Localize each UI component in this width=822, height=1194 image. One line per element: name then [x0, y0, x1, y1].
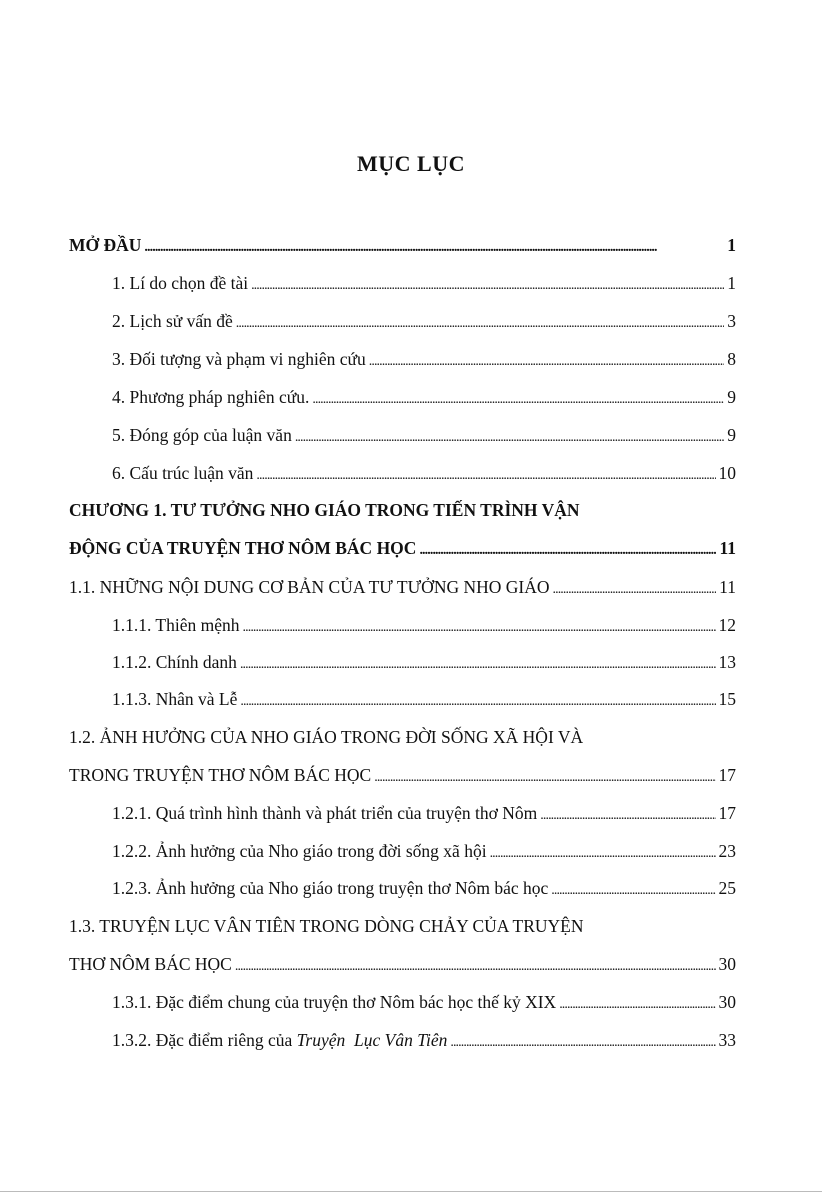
toc-entry-label: ĐỘNG CỦA TRUYỆN THƠ NÔM BÁC HỌC	[69, 538, 417, 558]
toc-entry-page: 8	[727, 349, 736, 369]
dot-leader	[295, 425, 724, 446]
toc-entry-1-3-2[interactable]	[112, 1030, 736, 1051]
dot-leader	[540, 803, 715, 824]
dot-leader	[240, 652, 716, 673]
dot-leader	[450, 1030, 715, 1051]
toc-entry-label-italic-title: Truyện Lục Vân Tiên	[296, 1030, 448, 1050]
toc-entry-label: 6. Cấu trúc luận văn	[112, 463, 254, 483]
toc-entry-cau-truc[interactable]	[112, 463, 736, 484]
toc-entry-label: THƠ NÔM BÁC HỌC	[69, 954, 232, 974]
toc-entry-page: 30	[718, 954, 736, 974]
toc-entry-label: 1.2.3. Ảnh hưởng của Nho giáo trong truyện thơ Nôm bác học	[112, 878, 549, 898]
toc-entry-label: MỞ ĐẦU	[69, 235, 142, 255]
toc-section-1-2-line1[interactable]: 1.2. ẢNH HƯỞNG CỦA NHO GIÁO TRONG ĐỜI SỐNG XÃ HỘI VÀ	[69, 727, 584, 747]
toc-entry-dong-gop[interactable]	[112, 425, 736, 446]
dot-leader	[235, 954, 716, 975]
toc-entry-label: 4. Phương pháp nghiên cứu.	[112, 387, 310, 407]
toc-entry-lich-su[interactable]	[112, 311, 736, 332]
toc-entry-1-1[interactable]	[69, 577, 736, 598]
toc-entry-doi-tuong[interactable]	[112, 349, 736, 370]
toc-entry-label: 2. Lịch sử vấn đề	[112, 311, 233, 331]
toc-entry-page: 17	[718, 765, 736, 785]
toc-entry-1-3[interactable]	[69, 954, 736, 975]
toc-entry-1-2-2[interactable]	[112, 841, 736, 862]
toc-entry-1-3-1[interactable]	[112, 992, 736, 1013]
toc-entry-page: 1	[727, 273, 736, 293]
toc-entry-label: 5. Đóng góp của luận văn	[112, 425, 292, 445]
toc-entry-page: 13	[718, 652, 736, 672]
toc-entry-label: 1.3.1. Đặc điểm chung của truyện thơ Nôm bác học thế kỷ XIX	[112, 992, 557, 1012]
page-title: MỤC LỤC	[357, 151, 465, 176]
toc-entry-1-1-2[interactable]	[112, 652, 736, 673]
dot-leader	[374, 765, 715, 786]
toc-entry-1-2-3[interactable]	[112, 878, 736, 899]
dot-leader	[243, 615, 716, 636]
dot-leader	[144, 235, 724, 256]
toc-entry-page: 9	[727, 387, 736, 407]
toc-entry-label-prefix: 1.3.2. Đặc điểm riêng của	[112, 1030, 297, 1050]
dot-leader	[369, 349, 725, 370]
toc-entry-page: 23	[718, 841, 736, 861]
toc-entry-page: 15	[718, 689, 736, 709]
toc-entry-label: 1.2.1. Quá trình hình thành và phát triển của truyện thơ Nôm	[112, 803, 538, 823]
dot-leader	[240, 689, 715, 710]
toc-entry-label: 3. Đối tượng và phạm vi nghiên cứu	[112, 349, 366, 369]
toc-entry-label: TRONG TRUYỆN THƠ NÔM BÁC HỌC	[69, 765, 372, 785]
toc-entry-li-do[interactable]	[112, 273, 736, 294]
dot-leader	[251, 273, 724, 294]
dot-leader	[256, 463, 715, 484]
toc-entry-page: 11	[719, 538, 736, 558]
toc-entry-label: 1.2.2. Ảnh hưởng của Nho giáo trong đời sống xã hội	[112, 841, 487, 861]
toc-entry-label: 1.1. NHỮNG NỘI DUNG CƠ BẢN CỦA TƯ TƯỞNG NHO GIÁO	[69, 577, 550, 597]
toc-entry-page: 30	[718, 992, 736, 1012]
toc-entry-label	[112, 1030, 447, 1051]
toc-entry-page: 11	[719, 577, 736, 597]
toc-entry-page: 25	[718, 878, 736, 898]
toc-entry-phuong-phap[interactable]	[112, 387, 736, 408]
toc-entry-label: 1.1.1. Thiên mệnh	[112, 615, 240, 635]
toc-chapter-heading-line1[interactable]: CHƯƠNG 1. TƯ TƯỞNG NHO GIÁO TRONG TIẾN TRÌNH VẬN	[69, 500, 580, 520]
dot-leader	[312, 387, 724, 408]
toc-entry-label: 1. Lí do chọn đề tài	[112, 273, 249, 293]
toc-entry-label: 1.1.2. Chính danh	[112, 652, 237, 672]
toc-section-1-3-line1[interactable]: 1.3. TRUYỆN LỤC VÂN TIÊN TRONG DÒNG CHẢY CỦA TRUYỆN	[69, 916, 584, 936]
toc-entry-mo-dau[interactable]	[69, 235, 736, 256]
dot-leader	[551, 878, 715, 899]
toc-entry-1-2-1[interactable]	[112, 803, 736, 824]
toc-entry-page: 3	[727, 311, 736, 331]
toc-entry-page: 10	[718, 463, 736, 483]
toc-entry-1-1-3[interactable]	[112, 689, 736, 710]
toc-entry-label: 1.1.3. Nhân và Lễ	[112, 689, 238, 709]
dot-leader	[559, 992, 715, 1013]
toc-entry-page: 17	[718, 803, 736, 823]
dot-leader	[419, 538, 716, 559]
dot-leader	[553, 577, 717, 598]
dot-leader	[490, 841, 716, 862]
toc-entry-chuong-1[interactable]	[69, 538, 736, 559]
toc-entry-1-1-1[interactable]	[112, 615, 736, 636]
toc-entry-1-2[interactable]	[69, 765, 736, 786]
toc-entry-page: 1	[727, 235, 736, 255]
toc-entry-page: 12	[718, 615, 736, 635]
dot-leader	[236, 311, 724, 332]
page-bottom-rule	[0, 1191, 822, 1192]
toc-entry-page: 33	[718, 1030, 736, 1050]
toc-entry-page: 9	[727, 425, 736, 445]
